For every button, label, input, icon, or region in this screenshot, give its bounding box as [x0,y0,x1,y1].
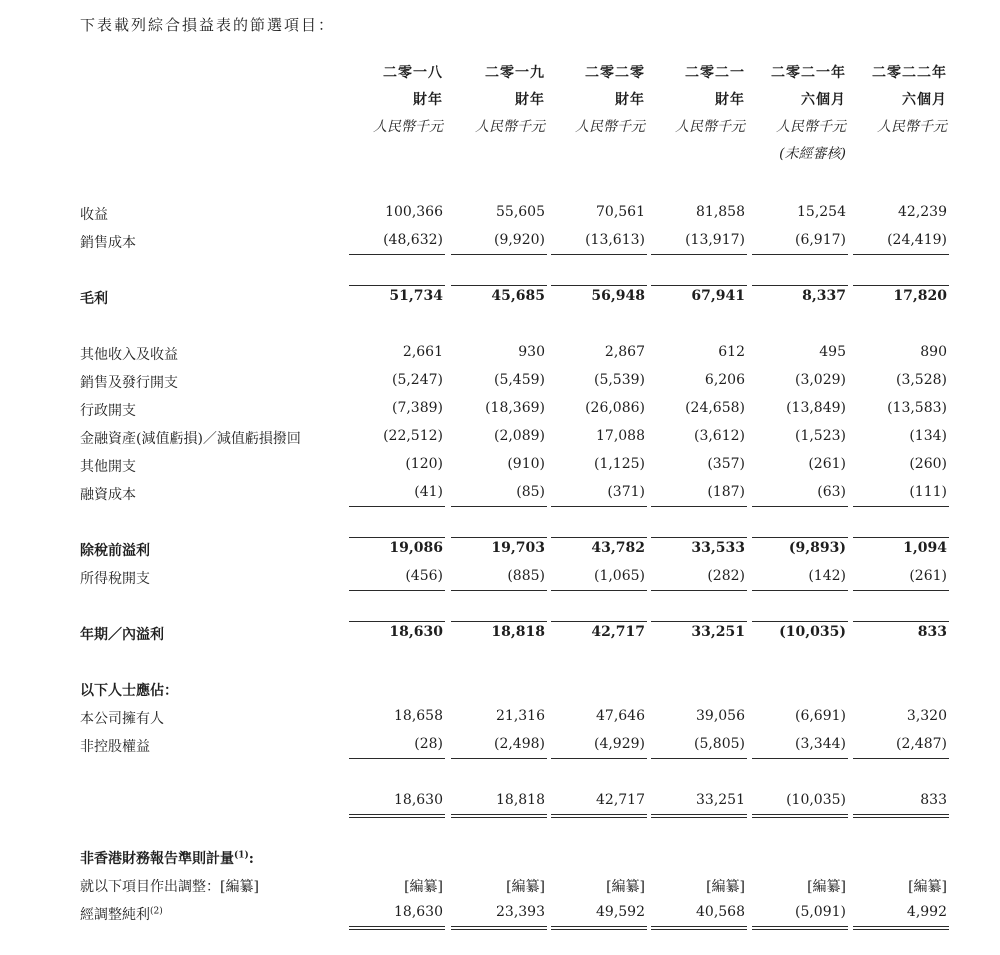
table-cell: (9,893) [788,540,846,556]
underline-rule [451,506,547,507]
double-underline-rule [853,814,949,818]
column-header [343,60,443,141]
double-underline-rule [752,926,848,930]
table-cell: 19,086 [389,540,443,556]
total-top-rule [349,621,445,622]
table-cell: 42,717 [591,624,645,640]
table-cell: (111) [909,484,947,500]
revenue-row [0,200,1000,228]
total-top-rule [752,621,848,622]
table-cell: 43,782 [591,540,645,556]
table-cell: (10,035) [779,624,846,640]
row-label: 銷售及發行開支 [80,375,178,391]
column-period-type: 六個月 [801,92,846,108]
table-cell: 18,658 [394,708,443,724]
table-cell: 70,561 [596,204,645,220]
total-top-rule [451,621,547,622]
double-underline-rule [651,814,747,818]
table-cell: 3,320 [906,708,947,724]
table-cell: 833 [920,792,947,808]
row-label: 非香港財務報告準則計量$^{(1)}$: [80,850,254,867]
column-unit: 人民幣千元 [575,119,645,135]
underline-rule [551,758,647,759]
table-cell: (24,419) [887,232,947,248]
intro-text: 下表載列綜合損益表的節選項目： [80,16,336,34]
table-cell: 67,941 [691,288,745,304]
table-cell: 18,818 [491,624,545,640]
column-period-type: 六個月 [902,92,947,108]
table-cell: (3,528) [895,372,947,388]
table-cell: 42,239 [898,204,947,220]
underline-rule [651,758,747,759]
table-cell: (5,539) [593,372,645,388]
column-unit: 人民幣千元 [475,119,545,135]
table-cell: 18,630 [394,904,443,920]
double-underline-rule [451,926,547,930]
table-cell: (456) [405,568,443,584]
underline-rule [752,758,848,759]
underline-rule [551,590,647,591]
underline-rule [752,506,848,507]
impairment-row [0,424,1000,452]
underline-rule [853,590,949,591]
table-cell: (85) [516,484,545,500]
table-cell: (3,344) [794,736,846,752]
profit-before-tax-row [0,536,1000,564]
column-period-type: 財年 [413,92,443,108]
owners-row [0,704,1000,732]
table-cell: (1,125) [593,456,645,472]
underline-rule [752,590,848,591]
table-cell: (24,658) [685,400,745,416]
table-cell: (260) [909,456,947,472]
table-cell: (5,091) [794,904,846,920]
table-cell: 47,646 [596,708,645,724]
double-underline-rule [451,814,547,818]
double-underline-rule [551,926,647,930]
other-expenses-row [0,452,1000,480]
row-label: 非控股權益 [80,739,150,755]
underline-rule [752,254,848,255]
underline-rule [853,758,949,759]
row-label: 所得稅開支 [80,571,150,587]
table-cell: 18,818 [496,792,545,808]
attributable-heading-row [0,676,1000,704]
table-cell: 17,088 [596,428,645,444]
row-label: 收益 [80,207,108,223]
table-cell: (10,035) [786,792,846,808]
table-cell: (7,389) [391,400,443,416]
column-unit: 人民幣千元 [776,119,846,135]
underline-rule [451,590,547,591]
other-income-row [0,340,1000,368]
underline-rule [551,506,647,507]
table-cell: (261) [909,568,947,584]
table-cell: [編纂] [606,879,645,895]
table-cell: 51,734 [389,288,443,304]
table-cell: 8,337 [802,288,846,304]
table-cell: 81,858 [696,204,745,220]
underline-rule [651,590,747,591]
table-cell: [編纂] [807,879,846,895]
table-cell: (910) [507,456,545,472]
table-cell: 55,605 [496,204,545,220]
table-cell: 33,533 [691,540,745,556]
row-label: 經調整純利$^{(2)}$ [80,906,163,923]
total-top-rule [651,285,747,286]
table-cell: 56,948 [591,288,645,304]
column-header [847,60,947,141]
table-cell: (134) [909,428,947,444]
column-period-type: 財年 [515,92,545,108]
table-cell: 833 [917,624,947,640]
double-underline-rule [853,926,949,930]
table-cell: (3,029) [794,372,846,388]
row-label: 年期／內溢利 [80,627,164,643]
column-period-type: 財年 [715,92,745,108]
table-cell: 18,630 [389,624,443,640]
table-cell: 17,820 [893,288,947,304]
table-cell: (357) [707,456,745,472]
total-top-rule [451,285,547,286]
underline-rule [451,254,547,255]
total-top-rule [451,537,547,538]
table-cell: (13,583) [887,400,947,416]
table-cell: 612 [718,344,745,360]
selling-expenses-row [0,368,1000,396]
row-label: 其他開支 [80,459,136,475]
table-cell: 15,254 [797,204,846,220]
table-cell: (13,613) [585,232,645,248]
table-cell: (3,612) [693,428,745,444]
table-cell: 18,630 [394,792,443,808]
total-top-rule [651,537,747,538]
total-top-rule [853,537,949,538]
column-header [445,60,545,141]
total-top-rule [853,285,949,286]
table-cell: (26,086) [585,400,645,416]
row-label: 銷售成本 [80,235,136,251]
total-top-rule [551,621,647,622]
table-cell: (261) [808,456,846,472]
row-label: 毛利 [80,291,108,307]
table-cell: (63) [817,484,846,500]
column-header [545,60,645,141]
profit-for-period-row [0,620,1000,648]
table-cell: (5,805) [693,736,745,752]
row-label: 其他收入及收益 [80,347,178,363]
row-label: 本公司擁有人 [80,711,164,727]
table-cell: (5,459) [493,372,545,388]
table-cell: 21,316 [496,708,545,724]
table-cell: (6,917) [794,232,846,248]
table-cell: 23,393 [496,904,545,920]
income-tax-row [0,564,1000,592]
table-cell: 930 [518,344,545,360]
underline-rule [651,254,747,255]
table-cell: (48,632) [383,232,443,248]
column-period: 二零二零 [585,65,645,81]
table-cell: [編纂] [908,879,947,895]
total-top-rule [752,285,848,286]
table-cell: (13,849) [786,400,846,416]
table-cell: (282) [707,568,745,584]
total-top-rule [551,537,647,538]
row-label: 除稅前溢利 [80,543,150,559]
nci-row [0,732,1000,760]
table-cell: 40,568 [696,904,745,920]
table-cell: (1,523) [794,428,846,444]
underline-rule [349,506,445,507]
total-top-rule [349,537,445,538]
table-cell: 4,992 [906,904,947,920]
double-underline-rule [752,814,848,818]
table-cell: (885) [507,568,545,584]
column-unit: 人民幣千元 [877,119,947,135]
table-cell: (13,917) [685,232,745,248]
row-label: 融資成本 [80,487,136,503]
table-cell: [編纂] [404,879,443,895]
total-top-rule [551,285,647,286]
total-row [0,788,1000,816]
table-cell: (2,498) [493,736,545,752]
underline-rule [853,254,949,255]
double-underline-rule [551,814,647,818]
cost-of-sales-row [0,228,1000,256]
adjustments-row [0,872,1000,900]
row-label: 金融資產(減值虧損)／減值虧損撥回 [80,431,301,447]
admin-expenses-row [0,396,1000,424]
table-cell: [編纂] [506,879,545,895]
column-unit: 人民幣千元 [675,119,745,135]
table-cell: 1,094 [903,540,947,556]
table-cell: (142) [808,568,846,584]
table-cell: 33,251 [696,792,745,808]
table-cell: 19,703 [491,540,545,556]
column-period: 二零一九 [485,65,545,81]
column-header [645,60,745,141]
table-cell: 890 [920,344,947,360]
total-top-rule [349,285,445,286]
table-cell: 2,867 [604,344,645,360]
row-label: 以下人士應佔： [80,683,178,699]
double-underline-rule [349,926,445,930]
total-top-rule [853,621,949,622]
table-cell: 495 [819,344,846,360]
underline-rule [551,254,647,255]
underline-rule [349,758,445,759]
table-cell: 2,661 [402,344,443,360]
table-cell: [編纂] [706,879,745,895]
row-label: 就以下項目作出調整：[編纂] [80,879,259,895]
underline-rule [349,590,445,591]
table-cell: (18,369) [485,400,545,416]
column-period: 二零二一年 [771,65,846,81]
table-cell: (1,065) [593,568,645,584]
non-hkfrs-heading-row [0,844,1000,872]
table-cell: (5,247) [391,372,443,388]
column-period: 二零二一 [685,65,745,81]
finance-costs-row [0,480,1000,508]
table-cell: (22,512) [383,428,443,444]
table-cell: (9,920) [493,232,545,248]
column-note: (未經審核) [779,146,846,162]
table-cell: 45,685 [491,288,545,304]
column-period: 二零一八 [383,65,443,81]
column-header [746,60,846,168]
table-cell: (4,929) [593,736,645,752]
table-cell: (6,691) [794,708,846,724]
row-label: 行政開支 [80,403,136,419]
double-underline-rule [349,814,445,818]
total-top-rule [752,537,848,538]
double-underline-rule [651,926,747,930]
adjusted-net-profit-row [0,900,1000,928]
gross-profit-row [0,284,1000,312]
underline-rule [853,506,949,507]
table-cell: 6,206 [704,372,745,388]
table-cell: 42,717 [596,792,645,808]
column-period: 二零二二年 [872,65,947,81]
underline-rule [651,506,747,507]
table-cell: 100,366 [385,204,443,220]
table-cell: 33,251 [691,624,745,640]
table-cell: (120) [405,456,443,472]
table-cell: (2,487) [895,736,947,752]
table-cell: (41) [414,484,443,500]
column-period-type: 財年 [615,92,645,108]
table-cell: 39,056 [696,708,745,724]
underline-rule [451,758,547,759]
table-cell: (28) [414,736,443,752]
table-cell: (2,089) [493,428,545,444]
column-unit: 人民幣千元 [373,119,443,135]
underline-rule [349,254,445,255]
table-cell: 49,592 [596,904,645,920]
table-cell: (371) [607,484,645,500]
table-cell: (187) [707,484,745,500]
total-top-rule [651,621,747,622]
